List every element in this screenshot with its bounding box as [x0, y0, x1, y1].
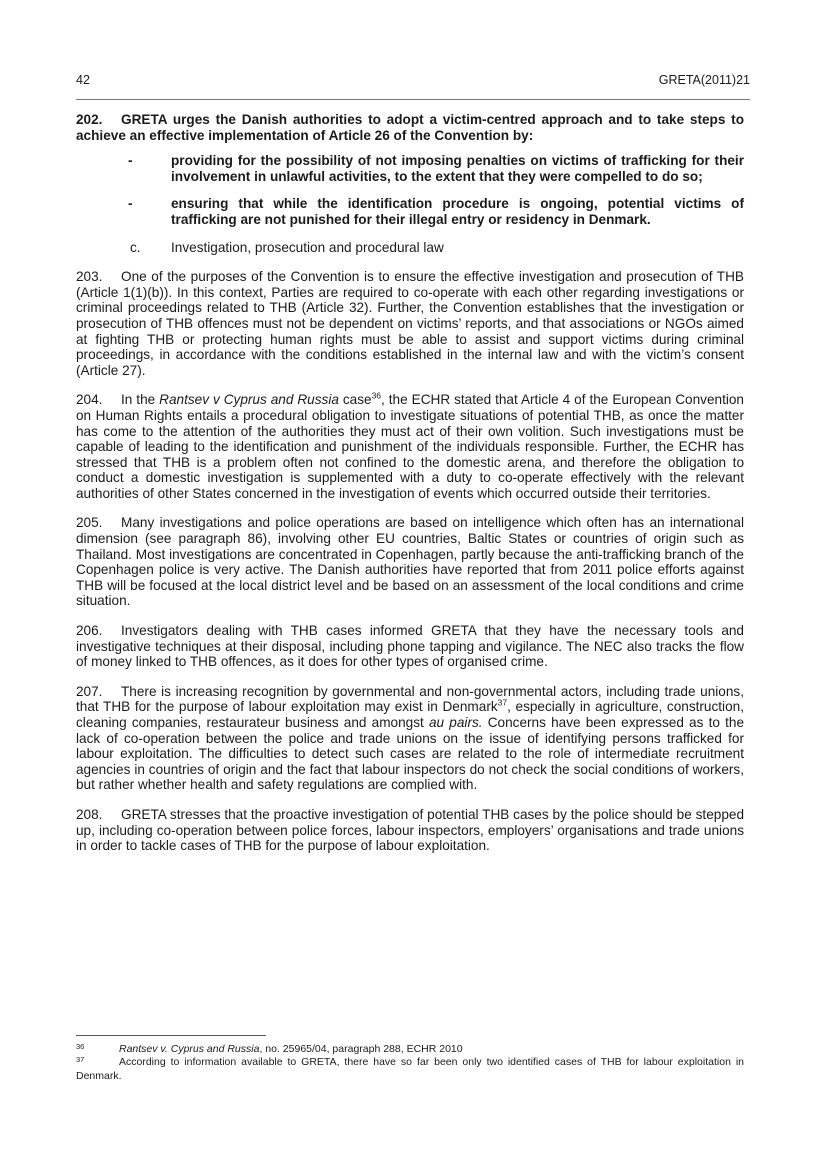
- header-rule: [76, 99, 750, 100]
- paragraph-number: 203.: [76, 269, 103, 285]
- bullet-text: providing for the possibility of not imposing penalties on victims of trafficking for their involvement in unlawful activities, to the extent that they were compelled to do so;: [171, 153, 744, 184]
- footnote-37: [76, 1056, 744, 1083]
- paragraph-text-post: , the ECHR stated that Article 4 of the European Convention on Human Rights entails a procedural obligation to investigate situations of potential THB, as once the matter has come to the attention of the authorities they must act of their own volition. Such investigations must be capable of leading to the identification and punishment of the individuals responsible. Further, the ECHR has stressed that THB is a problem often not confined to the domestic arena, and therefore the obligation to conduct a domestic investigation is supplemented with a duty to co-operate effectively with the relevant authorities of other States concerned in the investigation of events which occurred outside their territories.: [76, 392, 744, 501]
- footnotes: [76, 1043, 744, 1083]
- case-name: Rantsev v Cyprus and Russia: [159, 392, 339, 408]
- paragraph-number: 206.: [76, 623, 103, 639]
- bullet-text: ensuring that while the identification procedure is ongoing, potential victims of trafficking are not punished for their illegal entry or residency in Denmark.: [171, 196, 744, 227]
- paragraph-number: 205.: [76, 515, 103, 531]
- section-title: Investigation, prosecution and procedural law: [171, 239, 444, 255]
- paragraph-208: [76, 807, 744, 854]
- paragraph-202: [76, 112, 744, 143]
- recommendation-bullet-2: [76, 196, 744, 227]
- document-reference: GRETA(2011)21: [658, 73, 750, 87]
- paragraph-207: [76, 684, 744, 793]
- footnote-text: , no. 25965/04, paragraph 288, ECHR 2010: [259, 1043, 463, 1055]
- paragraph-206: [76, 623, 744, 670]
- paragraph-number: 208.: [76, 806, 103, 822]
- footnote-36: [76, 1043, 744, 1056]
- document-body: [76, 112, 744, 868]
- paragraph-number: 204.: [76, 392, 103, 408]
- paragraph-text-mid: , especially in agriculture, construction, cleaning companies, restaurateur business and amongst: [76, 699, 744, 730]
- paragraph-text-pre: There is increasing recognition by governmental and non-governmental actors, including trade unions, that THB for the purpose of labour exploitation may exist in Denmark: [76, 683, 744, 715]
- bullet-dash: -: [128, 153, 133, 169]
- footnote-rule: [76, 1035, 266, 1036]
- paragraph-203: [76, 269, 744, 378]
- footnote-reference: 37: [497, 697, 508, 708]
- section-letter: c.: [130, 239, 141, 255]
- page-number: 42: [76, 73, 90, 87]
- footnote-reference: 36: [371, 390, 382, 401]
- section-heading-c: [76, 240, 744, 256]
- footnote-text: According to information available to GRETA, there have so far been only two identified cases of THB for labour exploitation in Denmark.: [76, 1056, 744, 1082]
- case-word: case: [342, 392, 372, 408]
- italic-term: au pairs.: [429, 715, 483, 730]
- paragraph-text: Many investigations and police operations are based on intelligence which often has an international dimension (see paragraph 86), involving other EU countries, Baltic States or countries of origin such as Thailand. Most investigations are concentrated in Copenhagen, partly because the anti-trafficking branch of the Copenhagen police is very active. The Danish authorities have reported that from 2011 police efforts against THB will be focused at the local district level and be based on an assessment of the local conditions and crime situation.: [76, 515, 744, 609]
- paragraph-205: [76, 515, 744, 609]
- footnote-case-name: Rantsev v. Cyprus and Russia: [119, 1043, 260, 1055]
- paragraph-text: Investigators dealing with THB cases informed GRETA that they have the necessary tools and investigative techniques at their disposal, including phone tapping and vigilance. The NEC also tracks the flow of money linked to THB offences, as it does for other types of organised crime.: [76, 623, 744, 670]
- footnote-mark: 36: [76, 1042, 85, 1051]
- paragraph-text: One of the purposes of the Convention is to ensure the effective investigation and prosecution of THB (Article 1(1)(b)). In this context, Parties are required to co-operate with each other regarding investigations or criminal proceedings related to THB (Article 32). Further, the Convention establishes that the investigation or prosecution of THB offences must not be dependent on victims’ reports, and that associations or NGOs aimed at fighting THB or protecting human rights must be able to assist and support victims during criminal proceedings, in accordance with the conditions established in the internal law and with the victim’s consent (Article 27).: [76, 269, 744, 378]
- footnote-mark: 37: [76, 1055, 85, 1065]
- paragraph-204: [76, 392, 744, 501]
- paragraph-number: 202.: [76, 112, 103, 127]
- paragraph-text-pre: In the: [121, 392, 156, 408]
- paragraph-number: 207.: [76, 683, 103, 699]
- paragraph-text: GRETA stresses that the proactive investigation of potential THB cases by the police should be stepped up, including co-operation between police forces, labour inspectors, employers’ organisations and trade unions in order to tackle cases of THB for the purpose of labour exploitation.: [76, 806, 744, 854]
- paragraph-text: GRETA urges the Danish authorities to adopt a victim-centred approach and to take steps to achieve an effective implementation of Article 26 of the Convention by:: [76, 112, 744, 143]
- recommendation-bullet-1: [76, 153, 744, 184]
- paragraph-text-post: Concerns have been expressed as to the lack of co-operation between the police and trade unions on the issue of identifying persons trafficked for labour exploitation. The difficulties to detect such cases are related to the role of intermediate recruitment agencies in countries of origin and the fact that labour inspectors do not check the social conditions of workers, but rather whether health and safety regulations are complied with.: [76, 715, 745, 793]
- bullet-dash: -: [128, 196, 133, 212]
